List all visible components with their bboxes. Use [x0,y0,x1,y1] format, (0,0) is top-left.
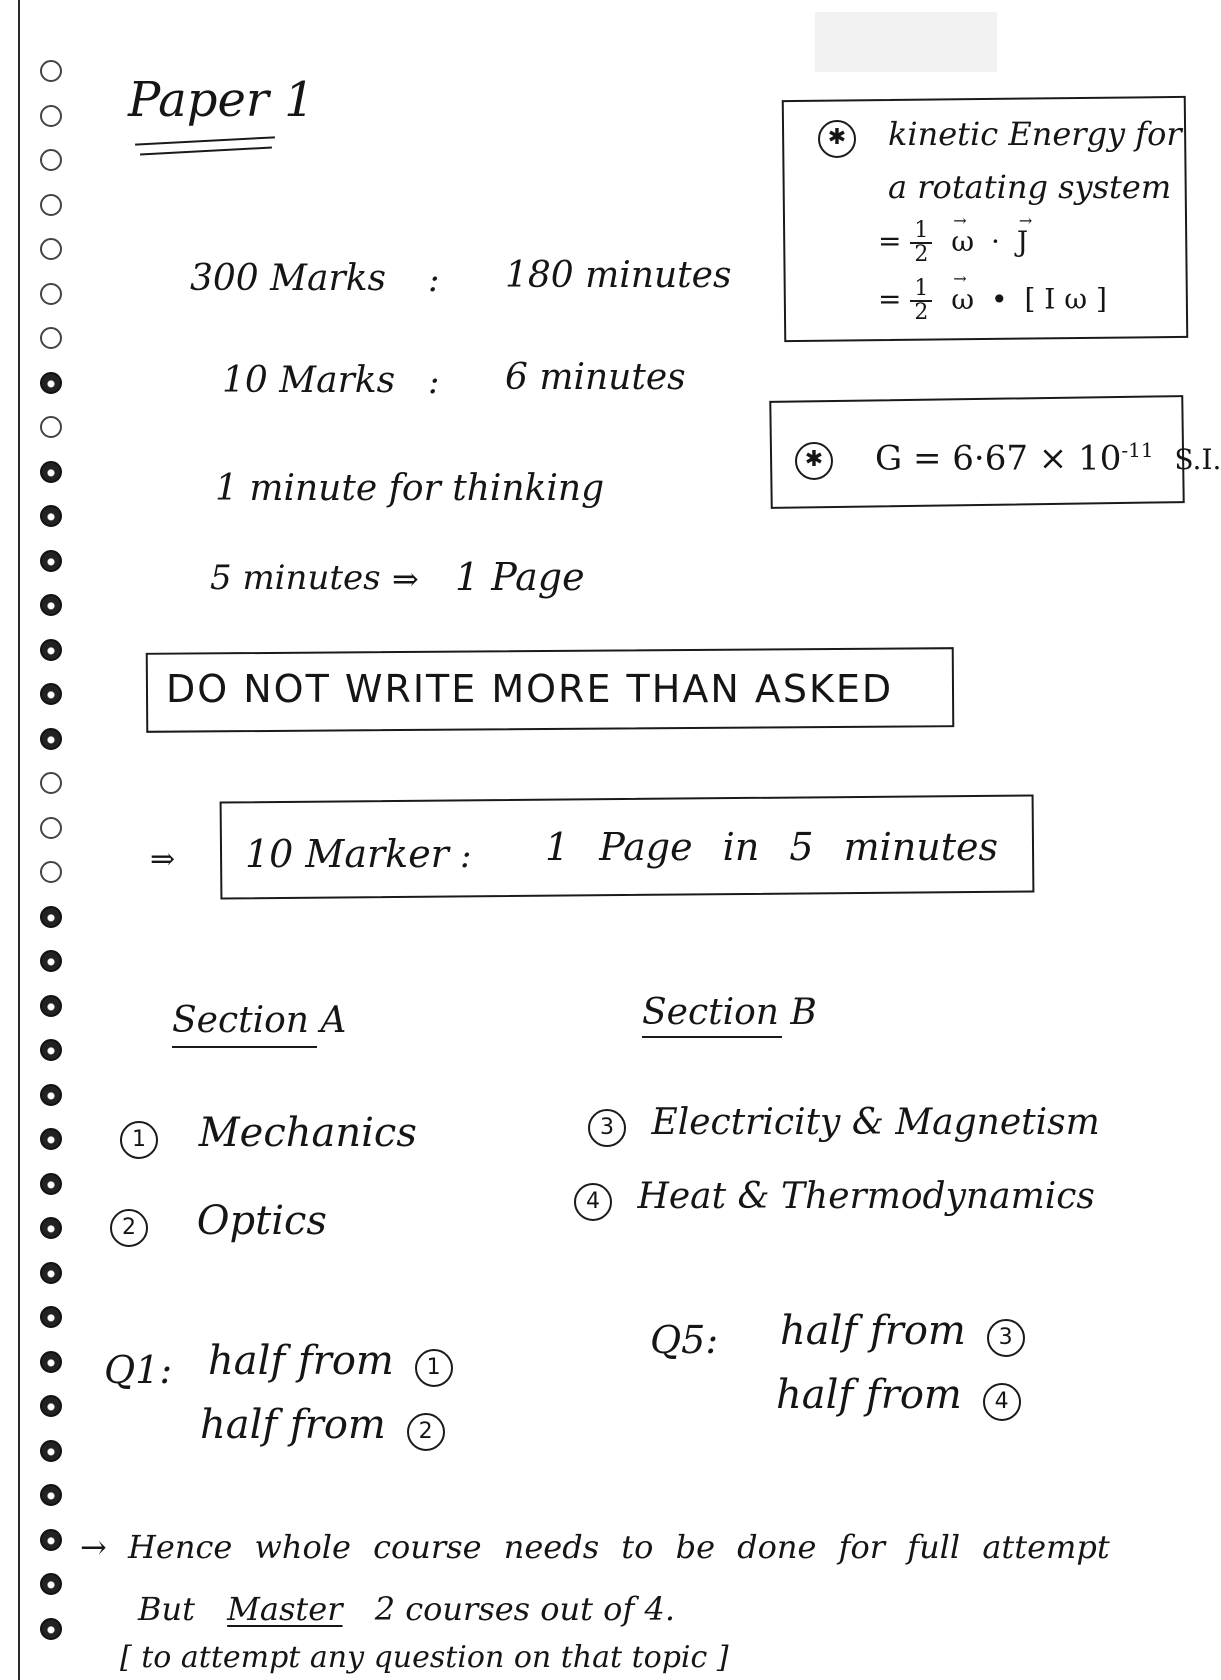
section-b-underline [642,1036,782,1038]
footer-master: Master [227,1590,343,1628]
binding-hole [40,105,62,127]
kinetic-line-1: kinetic Energy for [888,115,1182,153]
time-180: 180 minutes [505,255,732,296]
binding-hole [40,639,62,661]
binding-hole [40,594,62,616]
optics-label: Optics [196,1198,327,1244]
binding-hole [40,683,62,705]
binding-hole [40,861,62,883]
number-2-circle: 2 [110,1209,148,1247]
rule-sep: : [460,836,472,876]
binding-hole [40,950,62,972]
q1-line-1 [208,1338,453,1387]
binding-hole [40,327,62,349]
binding-hole [40,149,62,171]
footer-arrow: → [80,1528,107,1566]
kinetic-eq-2 [878,278,1107,324]
binding-edge [18,0,20,1680]
marks-300: 300 Marks [190,258,386,299]
q5-half-from-4: half from [776,1372,962,1418]
warning-text: DO NOT WRITE MORE THAN ASKED [166,667,894,711]
eq2-bracket: [ I ω ] [1024,282,1107,316]
binding-hole [40,772,62,794]
binding-hole [40,1484,62,1506]
star-icon: ✱ [795,442,833,480]
number-2-circle: 2 [407,1413,445,1451]
q5-line-2 [776,1372,1021,1421]
binding-hole [40,1084,62,1106]
binding-hole [40,194,62,216]
binding-hole [40,728,62,750]
number-4-circle: 4 [983,1383,1021,1421]
thinking-line: 1 minute for thinking [215,468,605,509]
time-6: 6 minutes [505,357,686,398]
eq2-den: 2 [914,300,929,325]
binding-hole [40,906,62,928]
rule-marker: 10 Marker [245,832,449,876]
eq2-equals: = [878,282,902,316]
rule-arrow: ⇒ [150,842,176,877]
binding-hole [40,995,62,1017]
spiral-holes [40,60,70,1680]
binding-hole [40,1262,62,1284]
eq2-omega: → ω [951,283,974,316]
footer-line-3: [ to attempt any question on that topic ] [120,1640,729,1675]
binding-hole [40,461,62,483]
electricity-label: Electricity & Magnetism [651,1102,1100,1143]
binding-hole [40,1395,62,1417]
number-3-circle: 3 [588,1109,626,1147]
heat-label: Heat & Thermodynamics [637,1176,1095,1217]
q1-half-from-1: half from [208,1338,394,1384]
eq2-half [910,278,932,324]
g-value [875,438,1221,478]
binding-hole [40,1039,62,1061]
q5-half-from-3: half from [780,1308,966,1354]
binding-hole [40,60,62,82]
binding-hole [40,1573,62,1595]
g-text: G = 6·67 × 10 [875,438,1122,479]
eq1-den: 2 [914,242,929,267]
section-a-underline [172,1046,317,1048]
eq2-num: 1 [910,278,932,302]
section-b-heading: Section B [642,992,817,1033]
number-4-circle: 4 [574,1183,612,1221]
section-b-item-4 [574,1176,1095,1221]
footer-line-1: Hence whole course needs to be done for full attempt [128,1528,1110,1566]
q5-line-1 [780,1308,1025,1357]
kinetic-eq-1 [878,220,1028,266]
binding-hole [40,505,62,527]
number-3-circle: 3 [987,1319,1025,1357]
q1-half-from-2: half from [200,1402,386,1448]
section-a-heading: Section A [172,1000,347,1041]
eq1-num: 1 [910,220,932,244]
number-1-circle: 1 [415,1349,453,1387]
eq1-j: → J [1017,225,1028,258]
q5-label: Q5: [650,1318,719,1362]
footer-line-2 [138,1590,675,1628]
implies-arrow: ⇒ [392,560,419,598]
binding-hole [40,1306,62,1328]
star-icon: ✱ [818,120,856,158]
g-star [795,442,833,480]
binding-hole [40,1128,62,1150]
binding-hole [40,1440,62,1462]
binding-hole [40,238,62,260]
eq1-omega: → ω [951,225,974,258]
rule-rest: 1 Page in 5 minutes [545,825,999,869]
binding-hole [40,817,62,839]
q1-line-2 [200,1402,445,1451]
number-1-circle: 1 [120,1121,158,1159]
binding-hole [40,1217,62,1239]
binding-hole [40,550,62,572]
marks-sep-1: : [428,260,440,300]
section-a-item-2 [110,1198,327,1247]
five-minutes: 5 minutes [210,558,381,598]
page-title: Paper 1 [128,72,315,128]
binding-hole [40,416,62,438]
marks-10: 10 Marks [222,360,396,401]
scan-patch [815,12,997,72]
title-underline [135,136,275,145]
eq1-equals: = [878,224,902,258]
q1-label: Q1: [104,1348,173,1392]
eq2-dot: • [991,282,1008,316]
mechanics-label: Mechanics [198,1110,417,1156]
one-page: 1 Page [455,555,585,599]
kinetic-line-2: a rotating system [888,168,1172,206]
title-underline-2 [140,147,272,156]
g-unit: S.I. [1174,443,1221,477]
eq1-half [910,220,932,266]
section-a-item-1 [120,1110,417,1159]
section-b-item-3 [588,1102,1100,1147]
footer-courses: 2 courses out of 4. [374,1590,675,1628]
eq1-dot: · [991,224,1000,258]
binding-hole [40,1618,62,1640]
binding-hole [40,1529,62,1551]
g-exponent: -11 [1121,438,1154,462]
binding-hole [40,283,62,305]
kinetic-star [818,120,856,158]
marks-sep-2: : [428,362,440,402]
binding-hole [40,1173,62,1195]
footer-but: But [138,1590,195,1628]
binding-hole [40,372,62,394]
binding-hole [40,1351,62,1373]
